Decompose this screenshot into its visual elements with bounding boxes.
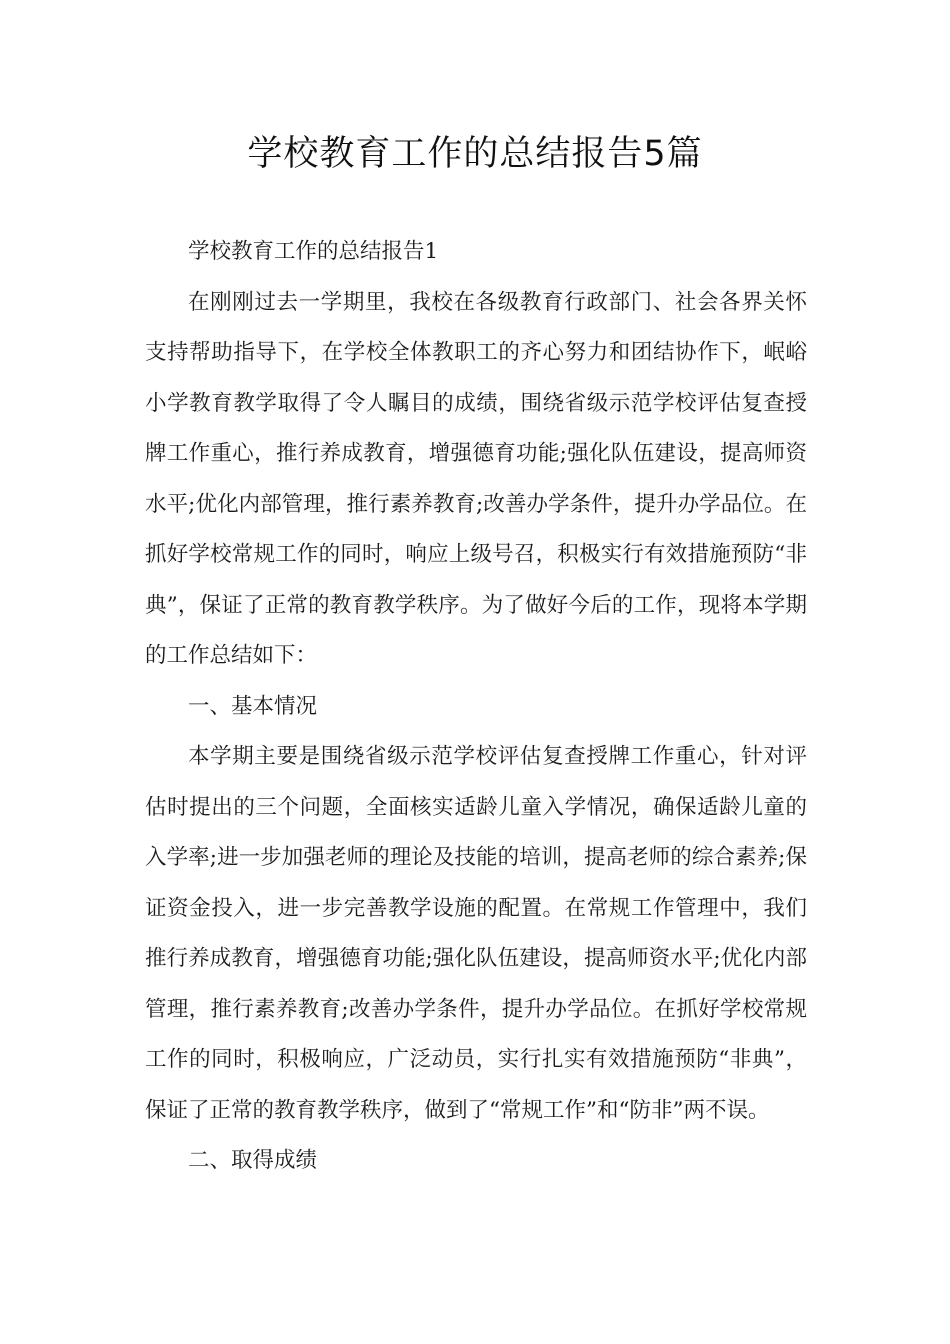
paragraph-intro: 在刚刚过去一学期里，我校在各级教育行政部门、社会各界关怀支持帮助指导下，在学校全体教职工的齐心努力和团结协作下，岷峪小学教育教学取得了令人瞩目的成绩，围绕省级示范学校评估复查授牌工作重心，推行养成教育，增强德育功能;强化队伍建设，提高师资水平;优化内部管理，推行素养教育;改善办学条件，提升办学品位。在抓好学校常规工作的同时，响应上级号召，积极实行有效措施预防“非典”，保证了正常的教育教学秩序。为了做好今后的工作，现将本学期的工作总结如下： [145, 289, 807, 668]
section-title: 学校教育工作的总结报告1 [188, 239, 439, 264]
document-title: 学校教育工作的总结报告5篇 [247, 134, 703, 174]
section-heading-achievements: 二、取得成绩 [188, 1148, 318, 1173]
section-heading-basic-situation: 一、基本情况 [188, 693, 318, 719]
paragraph-basic-situation: 本学期主要是围绕省级示范学校评估复查授牌工作重心，针对评估时提出的三个问题，全面核实适龄儿童入学情况，确保适龄儿童的入学率;进一步加强老师的理论及技能的培训，提高老师的综合素养;保证资金投入，进一步完善教学设施的配置。在常规工作管理中，我们推行养成教育，增强德育功能;强化队伍建设，提高师资水平;优化内部管理，推行素养教育;改善办学条件，提升办学品位。在抓好学校常规工作的同时，积极响应，广泛动员，实行扎实有效措施预防“非典”，保证了正常的教育教学秩序，做到了“常规工作”和“防非”两不误。 [145, 744, 807, 1123]
document-body [145, 227, 807, 1187]
